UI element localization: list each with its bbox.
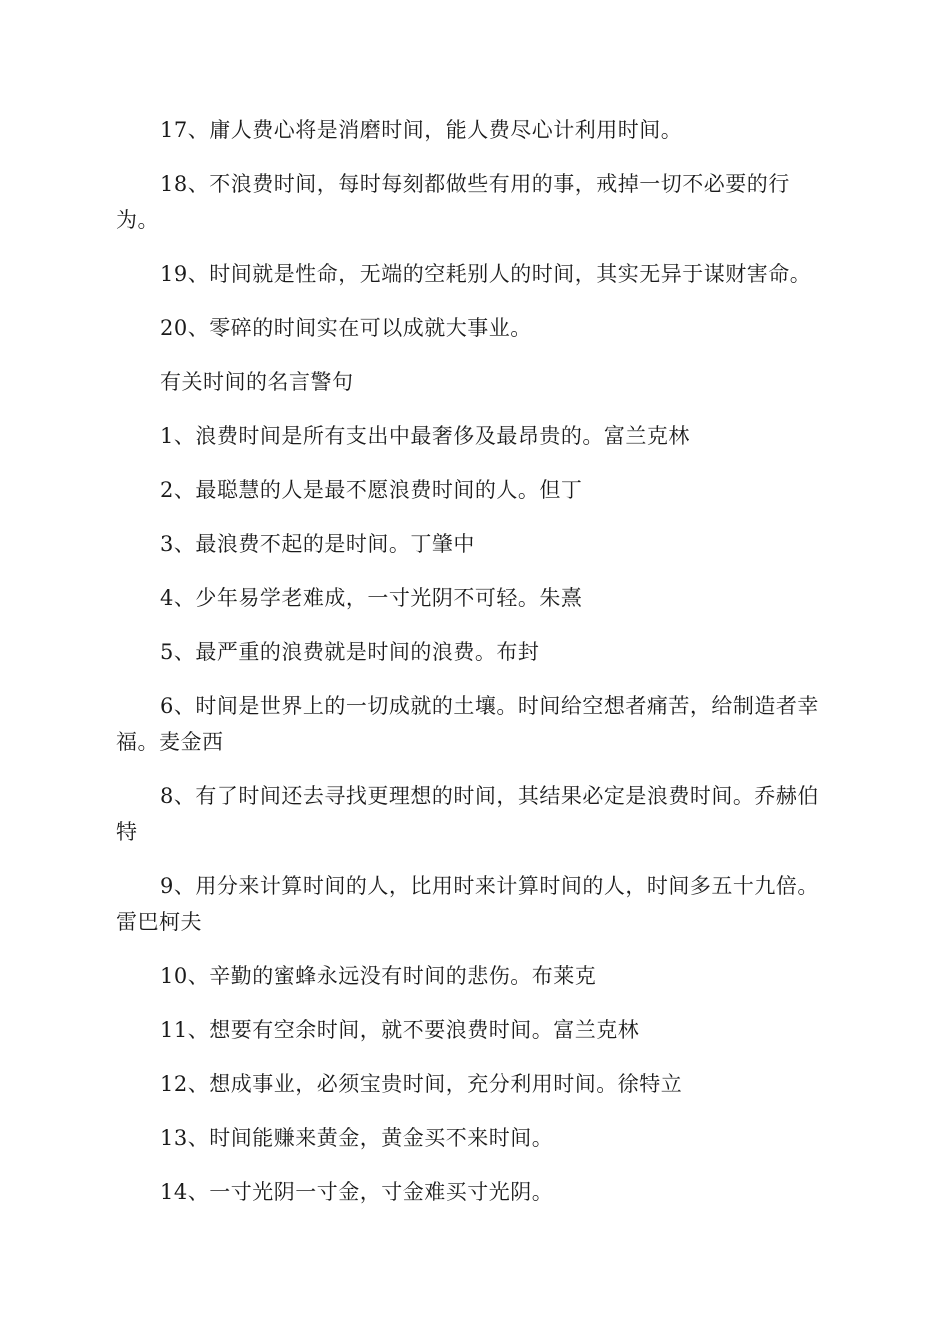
paragraph-19: 19、时间就是性命，无端的空耗别人的时间，其实无异于谋财害命。 [160, 262, 812, 286]
quote-4: 4、少年易学老难成，一寸光阴不可轻。朱熹 [160, 586, 583, 610]
quote-3: 3、最浪费不起的是时间。丁肇中 [160, 532, 475, 556]
quote-1: 1、浪费时间是所有支出中最奢侈及最昂贵的。富兰克林 [160, 424, 690, 448]
quote-2: 2、最聪慧的人是最不愿浪费时间的人。但丁 [160, 478, 583, 502]
quote-13: 13、时间能赚来黄金，黄金买不来时间。 [160, 1126, 554, 1150]
quote-10: 10、辛勤的蜜蜂永远没有时间的悲伤。布莱克 [160, 964, 597, 988]
quote-8: 8、有了时间还去寻找更理想的时间，其结果必定是浪费时间。乔赫伯特 [116, 784, 819, 844]
quote-12: 12、想成事业，必须宝贵时间，充分利用时间。徐特立 [160, 1072, 683, 1096]
section-heading: 有关时间的名言警句 [160, 370, 354, 394]
quote-6: 6、时间是世界上的一切成就的土壤。时间给空想者痛苦，给制造者幸福。麦金西 [116, 694, 819, 754]
document-body [116, 112, 828, 1228]
quote-14: 14、一寸光阴一寸金，寸金难买寸光阴。 [160, 1180, 554, 1204]
paragraph-18: 18、不浪费时间，每时每刻都做些有用的事，戒掉一切不必要的行为。 [116, 172, 790, 232]
paragraph-17: 17、庸人费心将是消磨时间，能人费尽心计利用时间。 [160, 118, 683, 142]
quote-9: 9、用分来计算时间的人，比用时来计算时间的人，时间多五十九倍。雷巴柯夫 [116, 874, 819, 934]
paragraph-20: 20、零碎的时间实在可以成就大事业。 [160, 316, 532, 340]
quote-5: 5、最严重的浪费就是时间的浪费。布封 [160, 640, 540, 664]
quote-11: 11、想要有空余时间，就不要浪费时间。富兰克林 [160, 1018, 640, 1042]
